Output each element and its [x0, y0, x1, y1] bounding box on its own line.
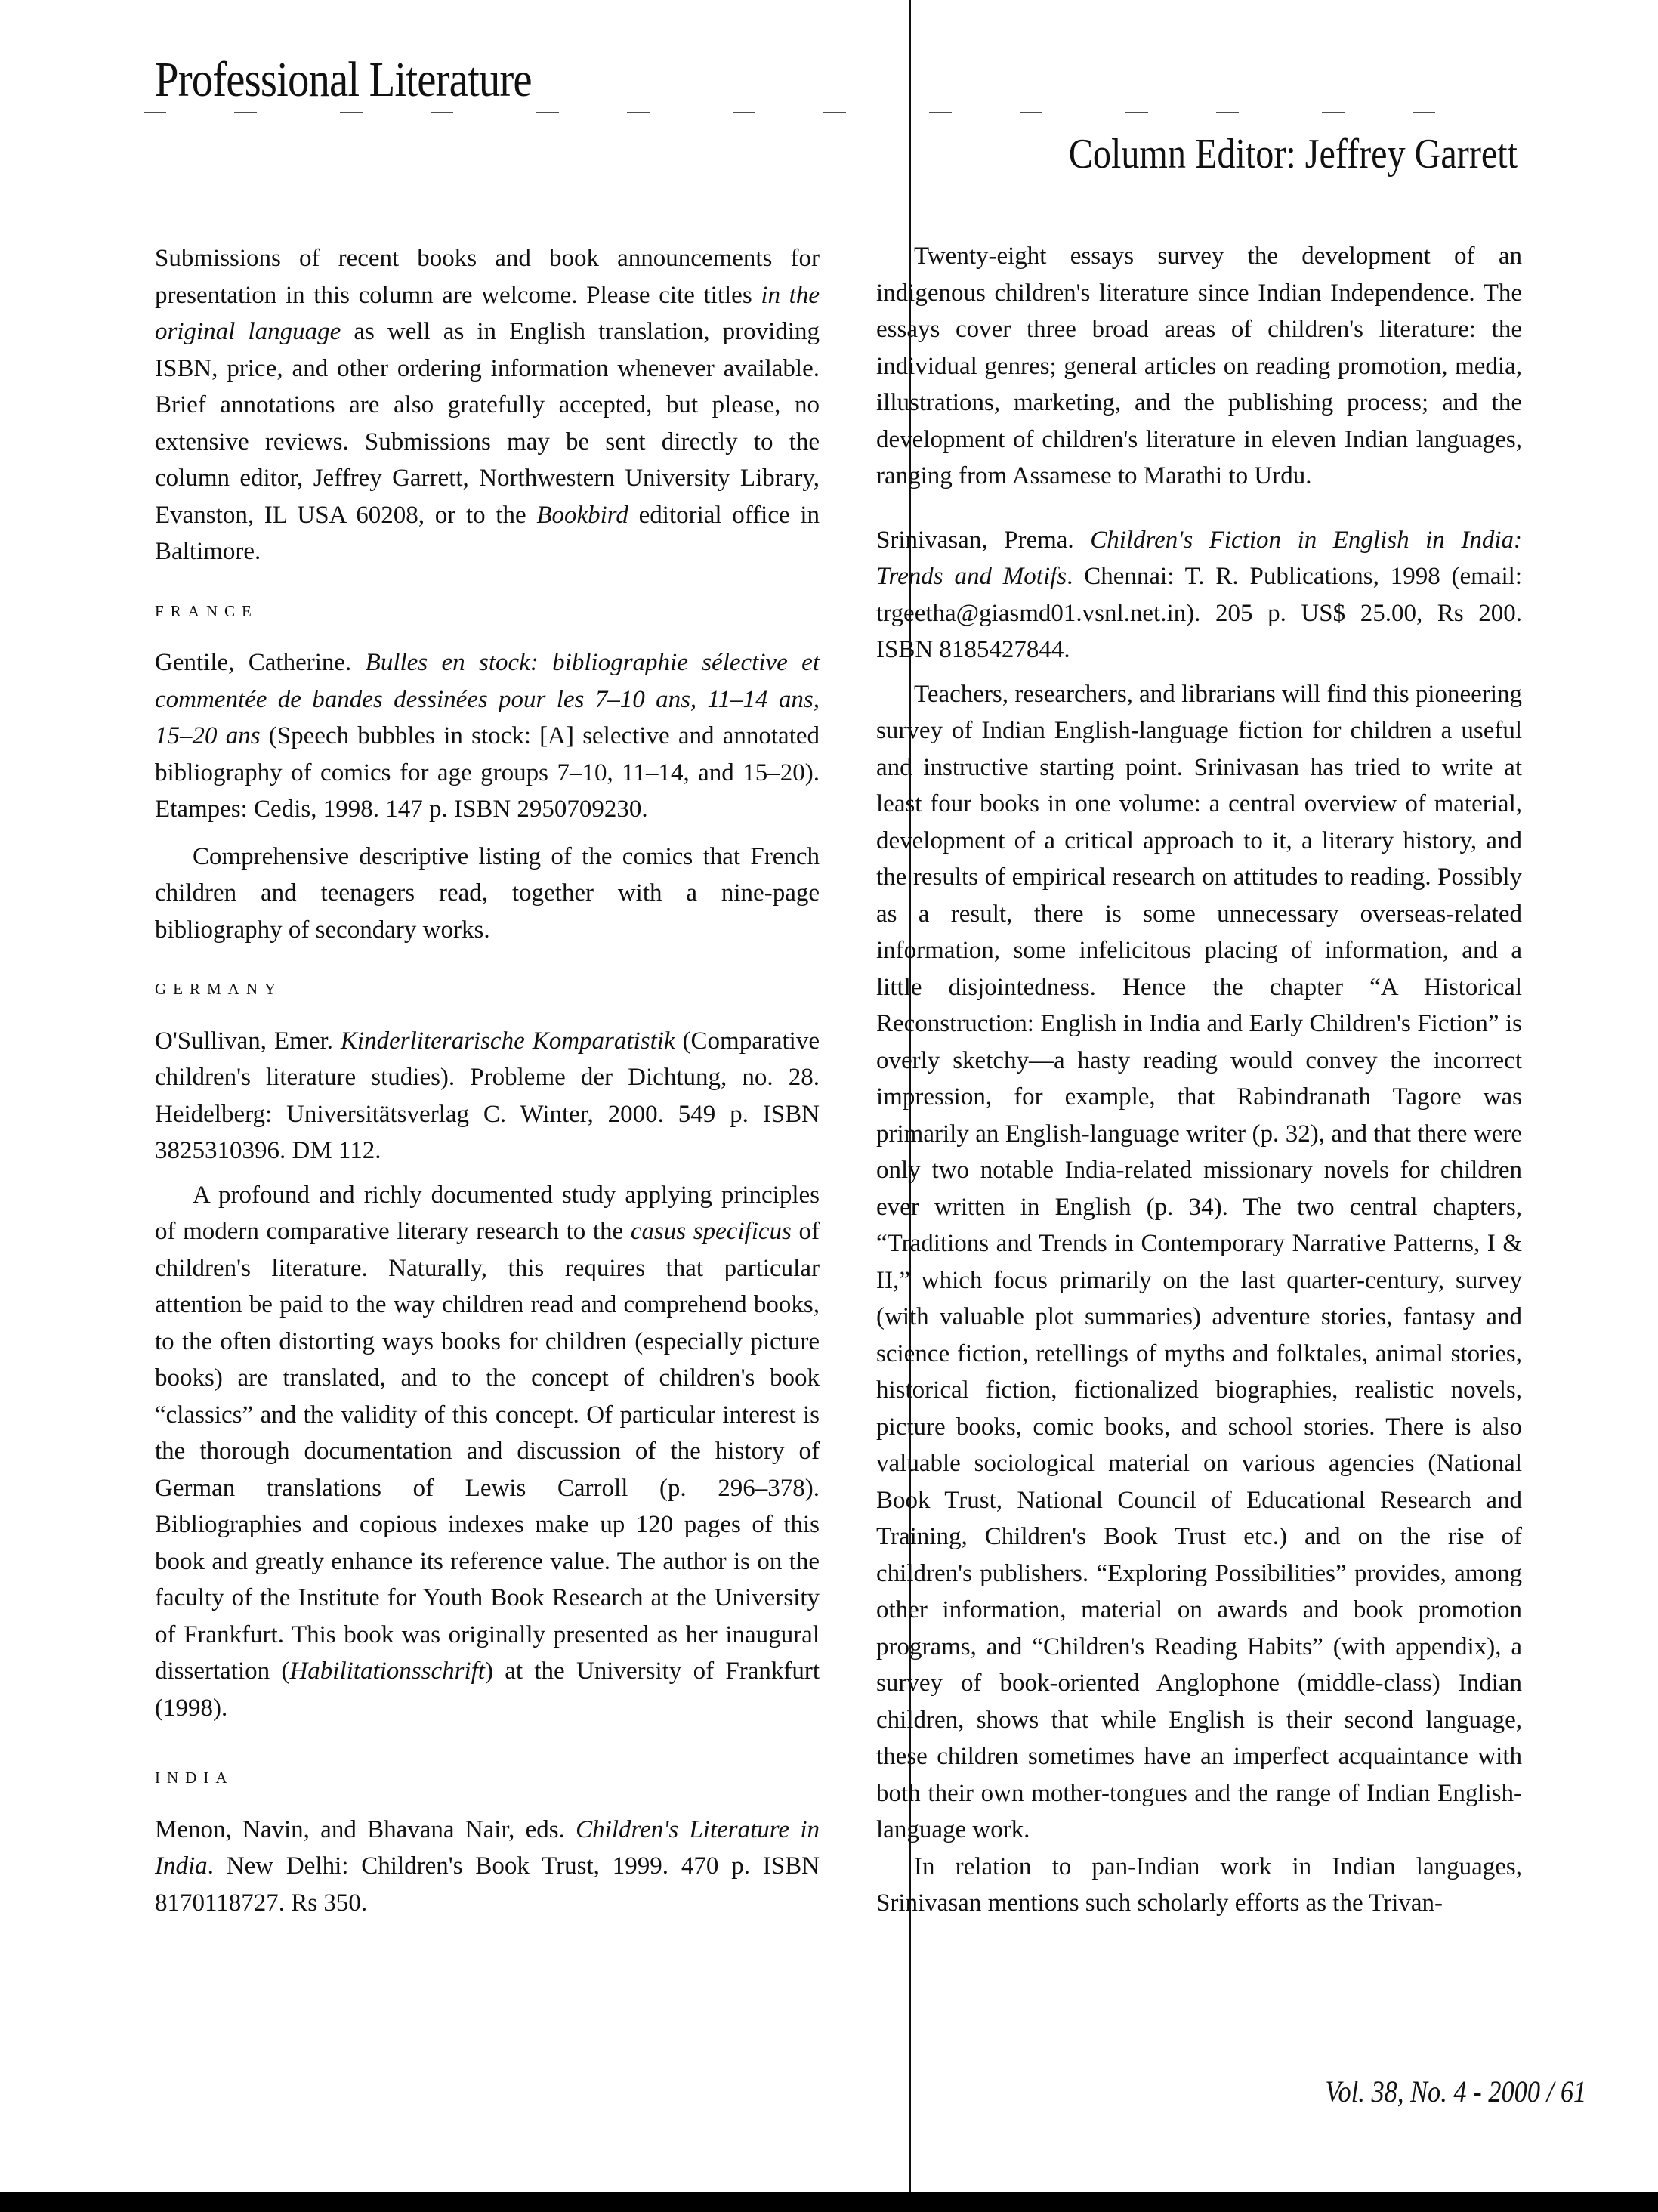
annotation-france: Comprehensive descriptive listing of the comics that French children and teenagers read, together with a nine-page bibliography of secondary works. [155, 842, 820, 944]
citation-srinivasan: Srinivasan, Prema. Children's Fiction in English in India: Trends and Motifs. Chennai: T. R. Publications, 1998 (email: trgeetha@giasmd01.vsnl.net.in). 205 p. US$ 25.00, Rs 200. ISBN 8185427844. [876, 526, 1522, 663]
citation-germany: O'Sullivan, Emer. Kinderliterarische Komparatistik (Comparative children's literature studies). Probleme der Dichtung, no. 28. Heidelberg: Universitätsverlag C. Winter, 2000. 549 p. ISBN 3825310396. DM 112. [155, 1027, 820, 1164]
citation-india: Menon, Navin, and Bhavana Nair, eds. Children's Literature in India. New Delhi: Children's Book Trust, 1999. 470 p. ISBN 8170118727. Rs 350. [155, 1815, 820, 1917]
right-column [876, 238, 1522, 1922]
page-footer: Vol. 38, No. 4 - 2000 / 61 [1325, 2075, 1586, 2109]
intro-paragraph: Submissions of recent books and book announcements for presentation in this column are welcome. Please cite titles in the original language as well as in English translation, providing ISBN, price, and other ordering information whenever available. Brief annotations are also gratefully accepted, but please, no extensive reviews. Submissions may be sent directly to the column editor, Jeffrey Garrett, Northwestern University Library, Evanston, IL USA 60208, or to the Bookbird editorial office in Baltimore. [155, 245, 820, 565]
section-label-germany: GERMANY [155, 980, 283, 998]
section-title: Professional Literature [155, 52, 532, 107]
section-label-india: INDIA [155, 1769, 234, 1787]
column-editor: Column Editor: Jeffrey Garrett [1068, 131, 1518, 178]
header-rule [144, 112, 1465, 113]
scan-edge [0, 2192, 1658, 2212]
annotation-menon: Twenty-eight essays survey the development of an indigenous children's literature since Indian Independence. The essays cover three broad areas of children's literature: the individual genres; general articles on reading promotion, media, illustrations, marketing, and the publishing process; and the development of children's literature in eleven Indian languages, ranging from Assamese to Marathi to Urdu. [876, 243, 1522, 490]
citation-france: Gentile, Catherine. Bulles en stock: bibliographie sélective et commentée de bandes dessinées pour les 7–10 ans, 11–14 ans, 15–20 ans (Speech bubbles in stock: [A] selective and annotated bibliography of comics for age groups 7–10, 11–14, and 15–20). Etampes: Cedis, 1998. 147 p. ISBN 2950709230. [155, 649, 820, 823]
annotation-srinivasan-2: In relation to pan-Indian work in Indian languages, Srinivasan mentions such scholarly efforts as the Trivan- [876, 1852, 1522, 1917]
section-label-france: FRANCE [155, 601, 258, 620]
left-column [155, 240, 820, 1921]
annotation-germany: A profound and richly documented study applying principles of modern comparative literary research to the casus specificus of children's literature. Naturally, this requires that particular attention be paid to the way children read and comprehend books, to the often distorting ways books for children (especially picture books) are translated, and to the concept of children's book “classics” and the validity of this concept. Of particular interest is the thorough documentation and discussion of the history of German translations of Lewis Carroll (p. 296–378). Bibliographies and copious indexes make up 120 pages of this book and greatly enhance its reference value. The author is on the faculty of the Institute for Youth Book Research at the University of Frankfurt. This book was originally presented as her inaugural dissertation (Habilitationsschrift) at the University of Frankfurt (1998). [155, 1181, 820, 1722]
annotation-srinivasan-1: Teachers, researchers, and librarians will find this pioneering survey of Indian English-language fiction for children a useful and instructive starting point. Srinivasan has tried to write at least four books in one volume: a central overview of material, development of a critical approach to it, a literary history, and the results of empirical research on attitudes to reading. Possibly as a result, there is some unnecessary overseas-related information, some infelicitous placing of information, and a little disjointedness. Hence the chapter “A Historical Reconstruction: English in India and Early Children's Fiction” is overly sketchy—a hasty reading would convey the incorrect impression, for example, that Rabindranath Tagore was primarily an English-language writer (p. 32), and that there were only two notable India-related missionary novels for children ever written in English (p. 34). The two central chapters, “Traditions and Trends in Contemporary Narrative Patterns, I & II,” which focus primarily on the last quarter-century, survey (with valuable plot summaries) adventure stories, fantasy and science fiction, retellings of myths and folktales, animal stories, historical fiction, fictionalized biographies, realistic novels, picture books, comic books, and school stories. There is also valuable sociological material on various agencies (National Book Trust, National Council of Educational Research and Training, Children's Book Trust etc.) and on the rise of children's publishers. “Exploring Possibilities” provides, among other information, material on awards and book promotion programs, and “Children's Reading Habits” (with appendix), a survey of book-oriented Anglophone (middle-class) Indian children, shows that while English is their second language, these children sometimes have an imperfect acquaintance with both their own mother-tongues and the range of Indian English-language work. [876, 680, 1522, 1843]
